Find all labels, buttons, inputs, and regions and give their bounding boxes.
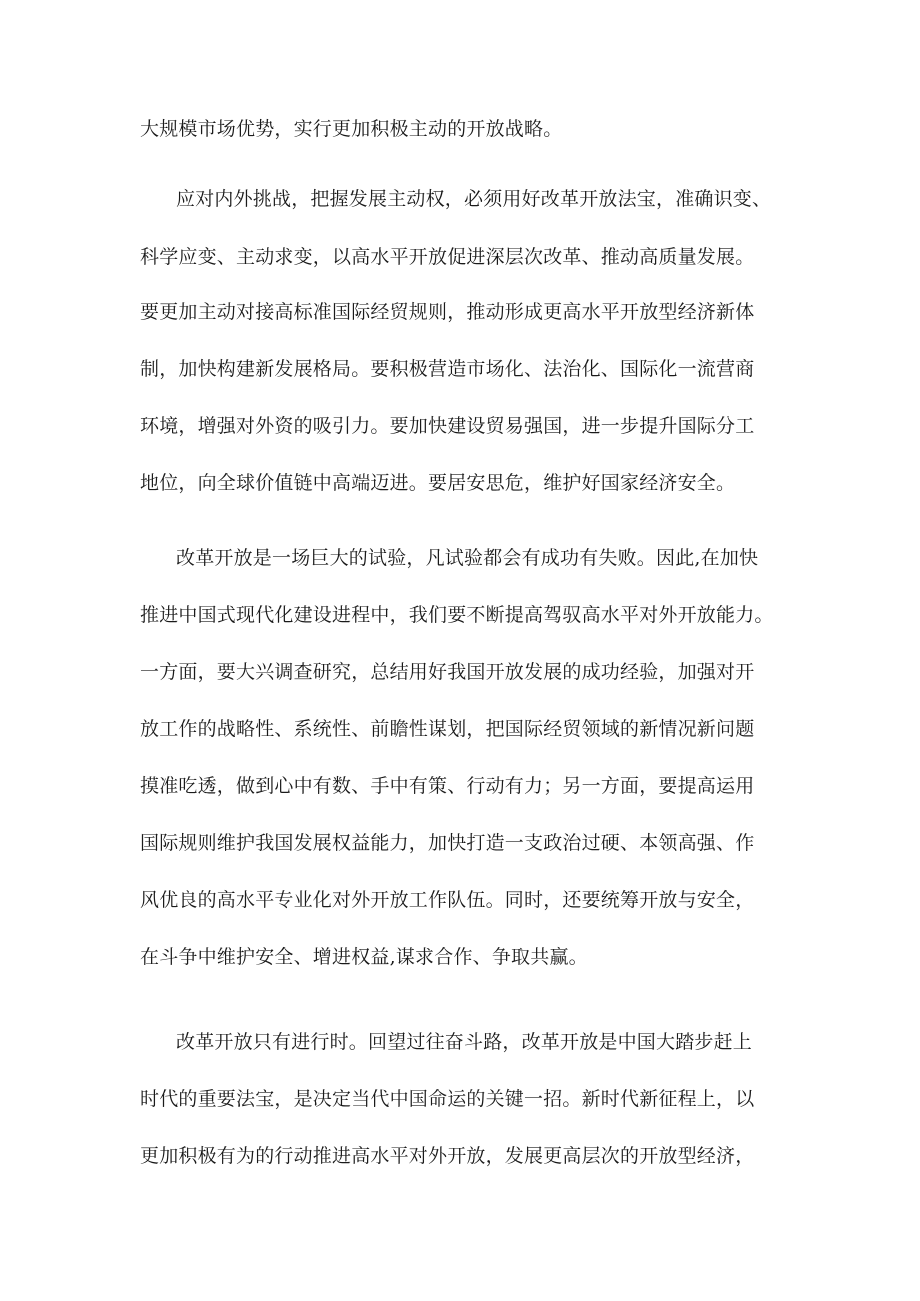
paragraph-2-line-3: 要更加主动对接高标准国际经贸规则，推动形成更高水平开放型经济新体 bbox=[140, 301, 755, 323]
paragraph-2-line-5: 环境，增强对外资的吸引力。要加快建设贸易强国，进一步提升国际分工 bbox=[140, 415, 755, 437]
paragraph-3-line-6: 国际规则维护我国发展权益能力，加快打造一支政治过硬、本领高强、作 bbox=[140, 832, 755, 854]
paragraph-3-line-4: 放工作的战略性、系统性、前瞻性谋划，把国际经贸领域的新情况新问题 bbox=[140, 718, 755, 740]
paragraph-3-line-5: 摸准吃透，做到心中有数、手中有策、行动有力；另一方面，要提高运用 bbox=[140, 775, 755, 797]
paragraph-2-line-1: 应对内外挑战，把握发展主动权，必须用好改革开放法宝，准确识变、 bbox=[176, 188, 772, 210]
paragraph-2-line-2: 科学应变、主动求变，以高水平开放促进深层次改革、推动高质量发展。 bbox=[140, 246, 755, 268]
paragraph-3-line-7: 风优良的高水平专业化对外开放工作队伍。同时，还要统筹开放与安全， bbox=[140, 889, 755, 911]
paragraph-4-line-3: 更加积极有为的行动推进高水平对外开放，发展更高层次的开放型经济， bbox=[140, 1145, 755, 1167]
paragraph-1-line-1: 大规模市场优势，实行更加积极主动的开放战略。 bbox=[140, 118, 563, 140]
paragraph-3-line-2: 推进中国式现代化建设进程中，我们要不断提高驾驭高水平对外开放能力。 bbox=[140, 604, 774, 626]
paragraph-3-line-8: 在斗争中维护安全、增进权益,谋求合作、争取共赢。 bbox=[140, 946, 588, 968]
paragraph-2-line-4: 制，加快构建新发展格局。要积极营造市场化、法治化、国际化一流营商 bbox=[140, 358, 755, 380]
paragraph-3-line-1: 改革开放是一场巨大的试验，凡试验都会有成功有失败。因此,在加快 bbox=[176, 547, 759, 569]
paragraph-4-line-2: 时代的重要法宝，是决定当代中国命运的关键一招。新时代新征程上，以 bbox=[140, 1088, 755, 1110]
paragraph-2-line-6: 地位，向全球价值链中高端迈进。要居安思危，维护好国家经济安全。 bbox=[140, 472, 736, 494]
paragraph-4-line-1: 改革开放只有进行时。回望过往奋斗路，改革开放是中国大踏步赶上 bbox=[176, 1031, 753, 1053]
paragraph-3-line-3: 一方面，要大兴调查研究，总结用好我国开放发展的成功经验，加强对开 bbox=[140, 661, 755, 683]
